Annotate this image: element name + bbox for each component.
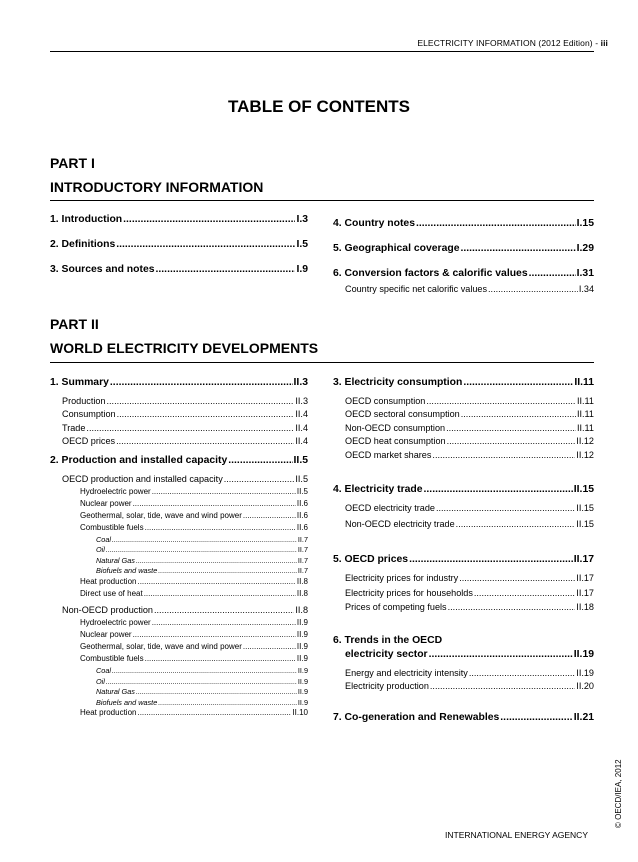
- toc-entry-oecd-sectoral-consumption[interactable]: OECD sectoral consumption ..... II.11: [345, 409, 594, 422]
- part1-right-column: [333, 218, 594, 297]
- toc-entry-conversion-factors[interactable]: 6. Conversion factors & calorific values ..... I.31: [333, 268, 594, 282]
- toc-entry-non-oecd-geothermal[interactable]: Geothermal, solar, tide, wave and wind power ..... II.9: [80, 642, 308, 654]
- toc-entry-oecd-combustible[interactable]: Combustible fuels ..... II.6: [80, 523, 308, 535]
- part1-rule: [50, 200, 594, 201]
- toc-entry-oecd-natural-gas[interactable]: Natural Gas ..... II.7: [96, 556, 308, 567]
- toc-entry-prices-industry[interactable]: Electricity prices for industry ..... II.17: [345, 573, 594, 588]
- toc-entry-trends-line1[interactable]: 6. Trends in the OECD: [333, 634, 443, 646]
- header-rule: [50, 51, 594, 52]
- summary-subentries: [50, 396, 308, 450]
- toc-entry-oecd-oil[interactable]: Oil ..... II.7: [96, 545, 308, 556]
- toc-entry-oecd-geothermal[interactable]: Geothermal, solar, tide, wave and wind power ..... II.6: [80, 511, 308, 523]
- toc-entry-oecd-prices[interactable]: OECD prices ..... II.4: [62, 436, 308, 449]
- trends-subentries: [333, 668, 594, 695]
- toc-entry-definitions[interactable]: 2. Definitions ..... I.5: [50, 239, 308, 253]
- oecd-production-subentries: [62, 487, 308, 601]
- running-header: [417, 38, 608, 48]
- prices-subentries: [333, 573, 594, 617]
- toc-entry-oecd-direct-heat[interactable]: Direct use of heat ..... II.8: [80, 589, 308, 601]
- header-title: ELECTRICITY INFORMATION (2012 Edition): [417, 38, 593, 48]
- toc-entry-non-oecd-combustible[interactable]: Combustible fuels ..... II.9: [80, 654, 308, 666]
- part2-left-column: [50, 377, 308, 720]
- toc-entry-prices-households[interactable]: Electricity prices for households ..... II.17: [345, 588, 594, 603]
- toc-entry-oecd-production[interactable]: OECD production and installed capacity ..... II.5: [62, 474, 308, 487]
- toc-entry-oecd-market-shares[interactable]: OECD market shares ..... II.12: [345, 450, 594, 463]
- part2-label: PART II: [50, 316, 99, 332]
- toc-entry-cogeneration-renewables[interactable]: 7. Co-generation and Renewables ..... II.21: [333, 712, 594, 726]
- non-oecd-fuel-subentries: [80, 666, 308, 708]
- part2-rule: [50, 362, 594, 363]
- toc-entry-non-oecd-production[interactable]: Non-OECD production ..... II.8: [62, 605, 308, 618]
- toc-entry-non-oecd-nuclear[interactable]: Nuclear power ..... II.9: [80, 630, 308, 642]
- toc-entry-oecd-consumption[interactable]: OECD consumption ..... II.11: [345, 396, 594, 409]
- toc-entry-electricity-consumption[interactable]: 3. Electricity consumption ..... II.11: [333, 377, 594, 391]
- toc-entry-oecd-hydro[interactable]: Hydroelectric power ..... II.5: [80, 487, 308, 499]
- production-subentries: [50, 474, 308, 721]
- toc-entry-energy-intensity[interactable]: Energy and electricity intensity ..... II.19: [345, 668, 594, 681]
- part1-left-column: [50, 214, 308, 289]
- toc-entry-non-oecd-heat-production[interactable]: Heat production ..... II.10: [80, 708, 308, 720]
- page-title: TABLE OF CONTENTS: [228, 97, 410, 116]
- consumption-subentries: [333, 396, 594, 463]
- toc-entry-trends-oecd[interactable]: electricity sector ..... II.19: [333, 649, 594, 663]
- toc-entry-production[interactable]: Production ..... II.3: [62, 396, 308, 409]
- toc-entry-prices-competing-fuels[interactable]: Prices of competing fuels ..... II.18: [345, 602, 594, 617]
- part2-heading: WORLD ELECTRICITY DEVELOPMENTS: [50, 340, 319, 356]
- toc-entry-oecd-nuclear[interactable]: Nuclear power ..... II.6: [80, 499, 308, 511]
- toc-entry-non-oecd-electricity-trade[interactable]: Non-OECD electricity trade ..... II.15: [345, 519, 594, 532]
- toc-entry-sources-and-notes[interactable]: 3. Sources and notes ..... I.9: [50, 264, 308, 278]
- toc-entry-summary[interactable]: 1. Summary ..... II.3: [50, 377, 308, 391]
- toc-entry-oecd-biofuels[interactable]: Biofuels and waste ..... II.7: [96, 566, 308, 577]
- toc-entry-oecd-coal[interactable]: Coal ..... II.7: [96, 535, 308, 546]
- footer-publisher: INTERNATIONAL ENERGY AGENCY: [445, 830, 588, 840]
- toc-entry-non-oecd-natural-gas[interactable]: Natural Gas ..... II.9: [96, 687, 308, 698]
- copyright-side-note: © OECD/IEA, 2012: [614, 759, 623, 828]
- toc-entry-geographical-coverage[interactable]: 5. Geographical coverage ..... I.29: [333, 243, 594, 257]
- trade-subentries: [333, 503, 594, 532]
- toc-entry-consumption[interactable]: Consumption ..... II.4: [62, 409, 308, 422]
- part1-heading: INTRODUCTORY INFORMATION: [50, 179, 264, 195]
- toc-entry-introduction[interactable]: 1. Introduction ..... I.3: [50, 214, 308, 228]
- header-page-number: iii: [600, 38, 608, 48]
- toc-entry-country-notes[interactable]: 4. Country notes ..... I.15: [333, 218, 594, 232]
- toc-entry-non-oecd-hydro[interactable]: Hydroelectric power ..... II.9: [80, 618, 308, 630]
- toc-entry-oecd-prices-section[interactable]: 5. OECD prices ..... II.17: [333, 554, 594, 568]
- toc-entry-oecd-heat-production[interactable]: Heat production ..... II.8: [80, 577, 308, 589]
- oecd-fuel-subentries: [80, 535, 308, 577]
- toc-entry-country-specific-ncv[interactable]: Country specific net calorific values ..... I.34: [333, 284, 594, 297]
- toc-entry-electricity-production[interactable]: Electricity production ..... II.20: [345, 681, 594, 694]
- part2-right-column: [333, 377, 594, 737]
- toc-entry-trade[interactable]: Trade ..... II.4: [62, 423, 308, 436]
- header-separator: -: [592, 38, 601, 48]
- toc-entry-non-oecd-biofuels[interactable]: Biofuels and waste ..... II.9: [96, 698, 308, 709]
- toc-entry-non-oecd-consumption[interactable]: Non-OECD consumption ..... II.11: [345, 423, 594, 436]
- toc-entry-non-oecd-coal[interactable]: Coal ..... II.9: [96, 666, 308, 677]
- toc-entry-electricity-trade[interactable]: 4. Electricity trade ..... II.15: [333, 484, 594, 498]
- toc-entry-oecd-heat-consumption[interactable]: OECD heat consumption ..... II.12: [345, 436, 594, 449]
- part1-label: PART I: [50, 155, 95, 171]
- toc-entry-oecd-electricity-trade[interactable]: OECD electricity trade ..... II.15: [345, 503, 594, 519]
- toc-entry-non-oecd-oil[interactable]: Oil ..... II.9: [96, 677, 308, 688]
- non-oecd-production-subentries: [62, 618, 308, 720]
- toc-entry-production-capacity[interactable]: 2. Production and installed capacity ..... II.5: [50, 455, 308, 469]
